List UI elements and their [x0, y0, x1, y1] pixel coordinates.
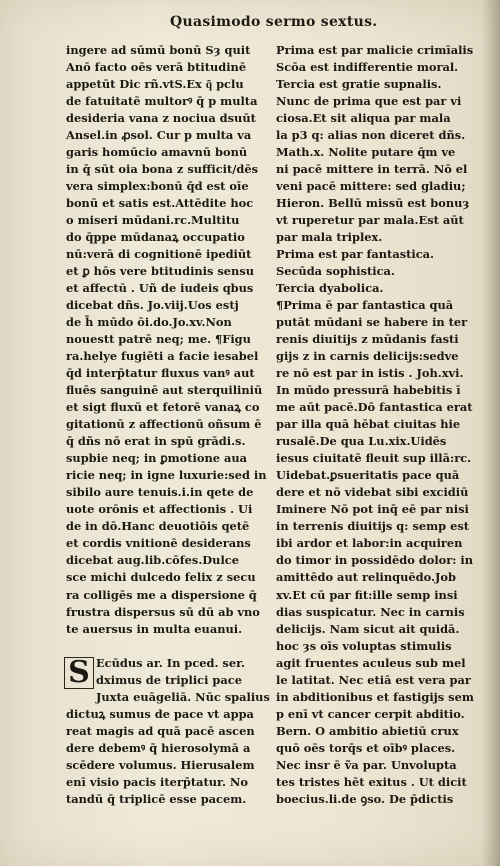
text-line: xv.Et cū par fit:ille semp insi: [276, 587, 458, 602]
text-line: uote orōnis et affectionis . Ui: [66, 502, 253, 517]
text-line: dictuꝝ sumus de pace vt appa: [66, 706, 254, 721]
text-line: do timor in possidēdo dolor: in: [276, 553, 474, 568]
dropcap-paragraph: [66, 655, 274, 706]
text-line: Ecūdus ar. In pced. ser.: [96, 655, 245, 670]
text-line: do q̄ppe mūdanaꝝ occupatio: [66, 230, 245, 245]
text-line: ricie neq; in igne luxurie:sed in: [66, 468, 267, 483]
text-line: Nunc de prima que est par vi: [276, 94, 462, 109]
text-line: et cordis vnitionē desiderans: [66, 536, 251, 551]
gutter-shadow: [482, 0, 500, 866]
text-line: te auersus in multa euanui.: [66, 621, 243, 636]
text-line: Tercia dyabolica.: [276, 281, 384, 296]
text-line: le latitat. Nec etiā est vera par: [276, 672, 471, 687]
text-line: ciosa.Et sit aliqua par mala: [276, 111, 451, 126]
text-line: enī visio pacis iterp̄tatur. No: [66, 774, 248, 789]
text-line: garis homūcio amavnū bonū: [66, 145, 248, 160]
text-line: vera simplex:bonū q̄d est oīe: [66, 179, 249, 194]
running-header: Quasimodo sermo sextus.: [170, 14, 378, 30]
text-line: frustra dispersus sū dū ab vno: [66, 604, 260, 619]
text-line: tes tristes hēt exitus . Ut dicit: [276, 774, 467, 789]
text-line: par mala triplex.: [276, 230, 383, 245]
text-line: scēdere volumus. Hierusalem: [66, 757, 255, 772]
text-line: reat magis ad quā pacē ascen: [66, 723, 255, 738]
text-line: ra colligēs me a dispersione q̄: [66, 587, 257, 602]
text-line: Juxta euāgeliā. Nūc spalius: [96, 689, 270, 704]
text-line: de in dō.Hanc deuotiōis qetē: [66, 519, 250, 534]
text-line: fluēs sanguinē aut sterquiliniū: [66, 383, 263, 398]
text-line: Uidebat.ꝑsueritatis pace quā: [276, 468, 460, 483]
text-line: ni pacē mittere in terrā. Nō el: [276, 162, 468, 177]
text-line: de h̄ mūdo ōi.do.Jo.xv.Non: [66, 315, 232, 330]
text-line: Math.x. Nolite putare q̄m ve: [276, 145, 456, 160]
text-line: Hieron. Bellū missū est bonuȝ: [276, 196, 470, 211]
text-line: hoc ȝs oīs voluptas stimulis: [276, 638, 452, 653]
text-line: sibilo aure tenuis.i.in qete de: [66, 485, 254, 500]
text-line: dias suspicatur. Nec in carnis: [276, 604, 465, 619]
text-line: gijs z in carnis delicijs:sedve: [276, 349, 459, 364]
text-line: o miseri mūdani.rc.Multitu: [66, 213, 240, 228]
text-line: ingere ad sūmū bonū Sȝ quit: [66, 43, 251, 57]
text-line: la p3 q: alias non diceret dñs.: [276, 128, 466, 143]
text-line: supbie neq; in ꝑmotione aua: [66, 451, 248, 466]
text-line: Bern. O ambitio abietiū crux: [276, 723, 459, 738]
text-line: dere debemꝰ q̄ hierosolymā a: [66, 740, 251, 755]
text-line: bonū et satis est.Attēdite hoc: [66, 196, 254, 211]
text-line: et ꝑ hōs vere btitudinis sensu: [66, 264, 255, 279]
text-line: putāt mūdani se habere in ter: [276, 315, 468, 330]
text-line: ra.helye fugiēti a facie iesabel: [66, 349, 259, 364]
text-line: et affectū . Uñ de iudeis qbus: [66, 281, 254, 296]
left-column: [66, 42, 274, 808]
paragraph-spacer: [66, 638, 274, 655]
text-line: nouestt patrē neq; me. ¶Figu: [66, 332, 251, 347]
text-line: renis diuitijs z mūdanis fasti: [276, 332, 459, 347]
text-line: dicebat dñs. Jo.viij.Uos estj: [66, 298, 239, 313]
text-line: Ansel.in ꝓsol. Cur p multa va: [66, 128, 252, 143]
text-line: sce michi dulcedo felix z secu: [66, 570, 256, 585]
text-line: par illa quā hēbat ciuitas hie: [276, 417, 461, 432]
text-line: delicijs. Nam sicut ait quidā.: [276, 621, 460, 636]
text-line: appetūt Dic rñ.vtS.Ex q͂ pclu: [66, 77, 244, 92]
text-line: vt ruperetur par mala.Est aūt: [276, 213, 464, 228]
text-line: dicebat aug.lib.cōfes.Dulce: [66, 553, 239, 568]
text-line: Tercia est gratie supnalis.: [276, 77, 442, 92]
text-line: dere et nō videbat sibi excidiū: [276, 485, 469, 500]
text-line: de fatuitatē multorꝰ q̄ p multa: [66, 94, 258, 109]
dropcap-initial: S: [64, 657, 94, 689]
text-line: desideria vana z nociua dsuūt: [66, 111, 256, 126]
text-line: re nō est par in istis . Joh.xvi.: [276, 366, 464, 381]
text-line: Prima est par malicie crimīalis: [276, 43, 474, 57]
text-line: veni pacē mittere: sed gladiu;: [276, 179, 466, 194]
text-line: Secūda sophistica.: [276, 264, 395, 279]
text-line: gitationū z affectionū oñsum ē: [66, 417, 262, 432]
text-line: Prima est par fantastica.: [276, 247, 434, 262]
text-line: Scōa est indifferentie moral.: [276, 60, 459, 75]
text-line: in q̄ sūt oia bona z sufficit/dēs: [66, 162, 259, 177]
text-line: p enī vt cancer cerpit abditio.: [276, 706, 465, 721]
text-line: ibi ardor et labor:in acquiren: [276, 536, 463, 551]
text-line: me aūt pacē.Dō fantastica erat: [276, 400, 473, 415]
text-line: in abditionibus et fastigijs sem: [276, 689, 474, 704]
text-line: q̄d interp̄tatur fluxus vanꝰ aut: [66, 366, 255, 381]
text-line: boecius.li.de ꝯso. De p̄dictis: [276, 791, 454, 806]
text-line: Nec insr ē ṽa par. Unvolupta: [276, 757, 457, 772]
text-line: Anō facto oēs verā btitudinē: [66, 60, 247, 75]
text-line: amittēdo aut relinquēdo.Job: [276, 570, 456, 585]
text-line: iesus ciuitatē fleuit sup illā:rc.: [276, 451, 472, 466]
text-line: q̄ dñs nō erat in spū grādi.s.: [66, 434, 246, 449]
text-line: nū:verā di cognitionē ipediūt: [66, 247, 252, 262]
text-line: in terrenis diuitijs q: semp est: [276, 519, 470, 534]
text-line: agit fruentes aculeus sub mel: [276, 655, 466, 670]
text-line: tandū q̄ triplicē esse pacem.: [66, 791, 247, 806]
right-column: [276, 42, 476, 808]
text-line: quō oēs torq̄s et oībꝰ places.: [276, 740, 456, 755]
text-line: et sigt fluxū et fetorē vanaꝝ co: [66, 400, 260, 415]
text-line: ¶Prima ē par fantastica quā: [276, 298, 454, 313]
text-line: Iminere Nō pot inq̄ eē par nisi: [276, 502, 469, 517]
text-line: rusalē.De qua Lu.xix.Uidēs: [276, 434, 447, 449]
text-line: In mūdo pressurā habebitis ī: [276, 383, 461, 398]
text-line: dximus de triplici pace: [96, 672, 242, 687]
